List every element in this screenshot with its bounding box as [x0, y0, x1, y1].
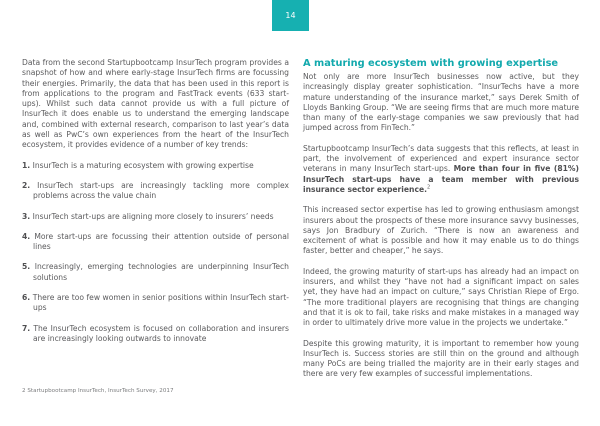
trend-number: 5.: [22, 262, 31, 272]
trend-number: 6.: [22, 293, 31, 303]
trend-text: Increasingly, emerging technologies are underpinning InsurTech solutions: [33, 262, 289, 282]
trend-item-4: [22, 232, 289, 253]
paragraph-normal-text: Startupbootcamp InsurTech’s data suggests that this reflects, at least in part, the involvement of experienced and expert insurance sector veterans in many InsurTech start-ups.: [303, 143, 579, 174]
paragraph-impact-on-insurers: Indeed, the growing maturity of start-ups has already had an impact on insurers, and whilst they “have not had a significant impact on sales yet, they have had an impact on culture,” says Christian Riepe of Ergo. “The more traditional players are recognising that things are changing and that it is ok to fail, take risks and make mistakes in a managed way in order to ultimately drive more value in the projects we undertake.”: [303, 266, 579, 328]
trend-text: More start-ups are focussing their attention outside of personal lines: [33, 231, 289, 252]
key-stat-bold-text: More than four in five (81%) InsurTech start-ups have a team member with previous insurance sector experience.: [303, 164, 580, 194]
trend-text: There are too few women in senior positions within InsurTech start-ups: [32, 293, 290, 313]
trend-item-6: [22, 293, 289, 314]
section-heading: A maturing ecosystem with growing expertise: [303, 58, 559, 69]
left-column: [22, 58, 289, 354]
trend-text: InsurTech start-ups are aligning more closely to insurers’ needs: [32, 211, 274, 221]
trend-item-2: [22, 181, 289, 202]
trend-item-3: [22, 212, 289, 222]
footnote: 2 Startupbootcamp InsurTech, InsurTech Survey, 2017: [22, 388, 174, 394]
trend-number: 4.: [22, 231, 31, 241]
footnote-reference: 2: [427, 184, 431, 191]
trend-number: 2.: [22, 180, 31, 190]
trend-text: InsurTech start-ups are increasingly tackling more complex problems across the value chain: [33, 180, 289, 201]
page-number: 14: [285, 11, 296, 20]
trend-item-7: [22, 324, 289, 345]
trend-number: 7.: [22, 323, 31, 333]
page-number-tab: [272, 0, 309, 31]
paragraph-young-insurtech: Despite this growing maturity, it is important to remember how young InsurTech is. Success stories are still thin on the ground and although many PoCs are being trialled the majority are in their early stages and there are very few examples of successful implementations.: [303, 338, 579, 379]
trend-number: 3.: [22, 211, 31, 221]
trend-item-1: [22, 161, 289, 171]
trend-text: The InsurTech ecosystem is focused on collaboration and insurers are increasingly looking outwards to innovate: [33, 323, 289, 343]
right-column: [303, 58, 579, 390]
trend-text: InsurTech is a maturing ecosystem with growing expertise: [32, 160, 254, 170]
paragraph-active-businesses: Not only are more InsurTech businesses now active, but they increasingly display greater sophistication. “InsurTechs have a more mature understanding of the insurance market,” says Derek Smith of Lloyds Banking Group. “We are seeing firms that are much more mature than many of the early-stage companies we saw previously that had jumped across from FinTech.”: [303, 72, 579, 133]
trend-item-5: [22, 262, 289, 283]
trend-number: 1.: [22, 160, 31, 170]
paragraph-growing-enthusiasm: This increased sector expertise has led to growing enthusiasm amongst insurers about the prospects of these more insurance savvy businesses, says Jon Bradbury of Zurich. “There is now an awareness and excitement of what is possible and how it may enable us to do things faster, better and cheaper,” he says.: [303, 205, 579, 256]
paragraph-sector-veterans: [303, 144, 579, 195]
intro-paragraph: Data from the second Startupbootcamp InsurTech program provides a snapshot of how and where early-stage InsurTech firms are focussing their energies. Primarily, the data that has been used in this report is from applications to the program and FastTrack events (633 start-ups). Whilst such data cannot provide us with a full picture of InsurTech it does enable us to understand the emerging landscape and, combined with external research, comparison to last year’s data as well as PwC’s own experiences from the heart of the InsurTech ecosystem, it provides evidence of a number of key trends:: [22, 58, 289, 150]
